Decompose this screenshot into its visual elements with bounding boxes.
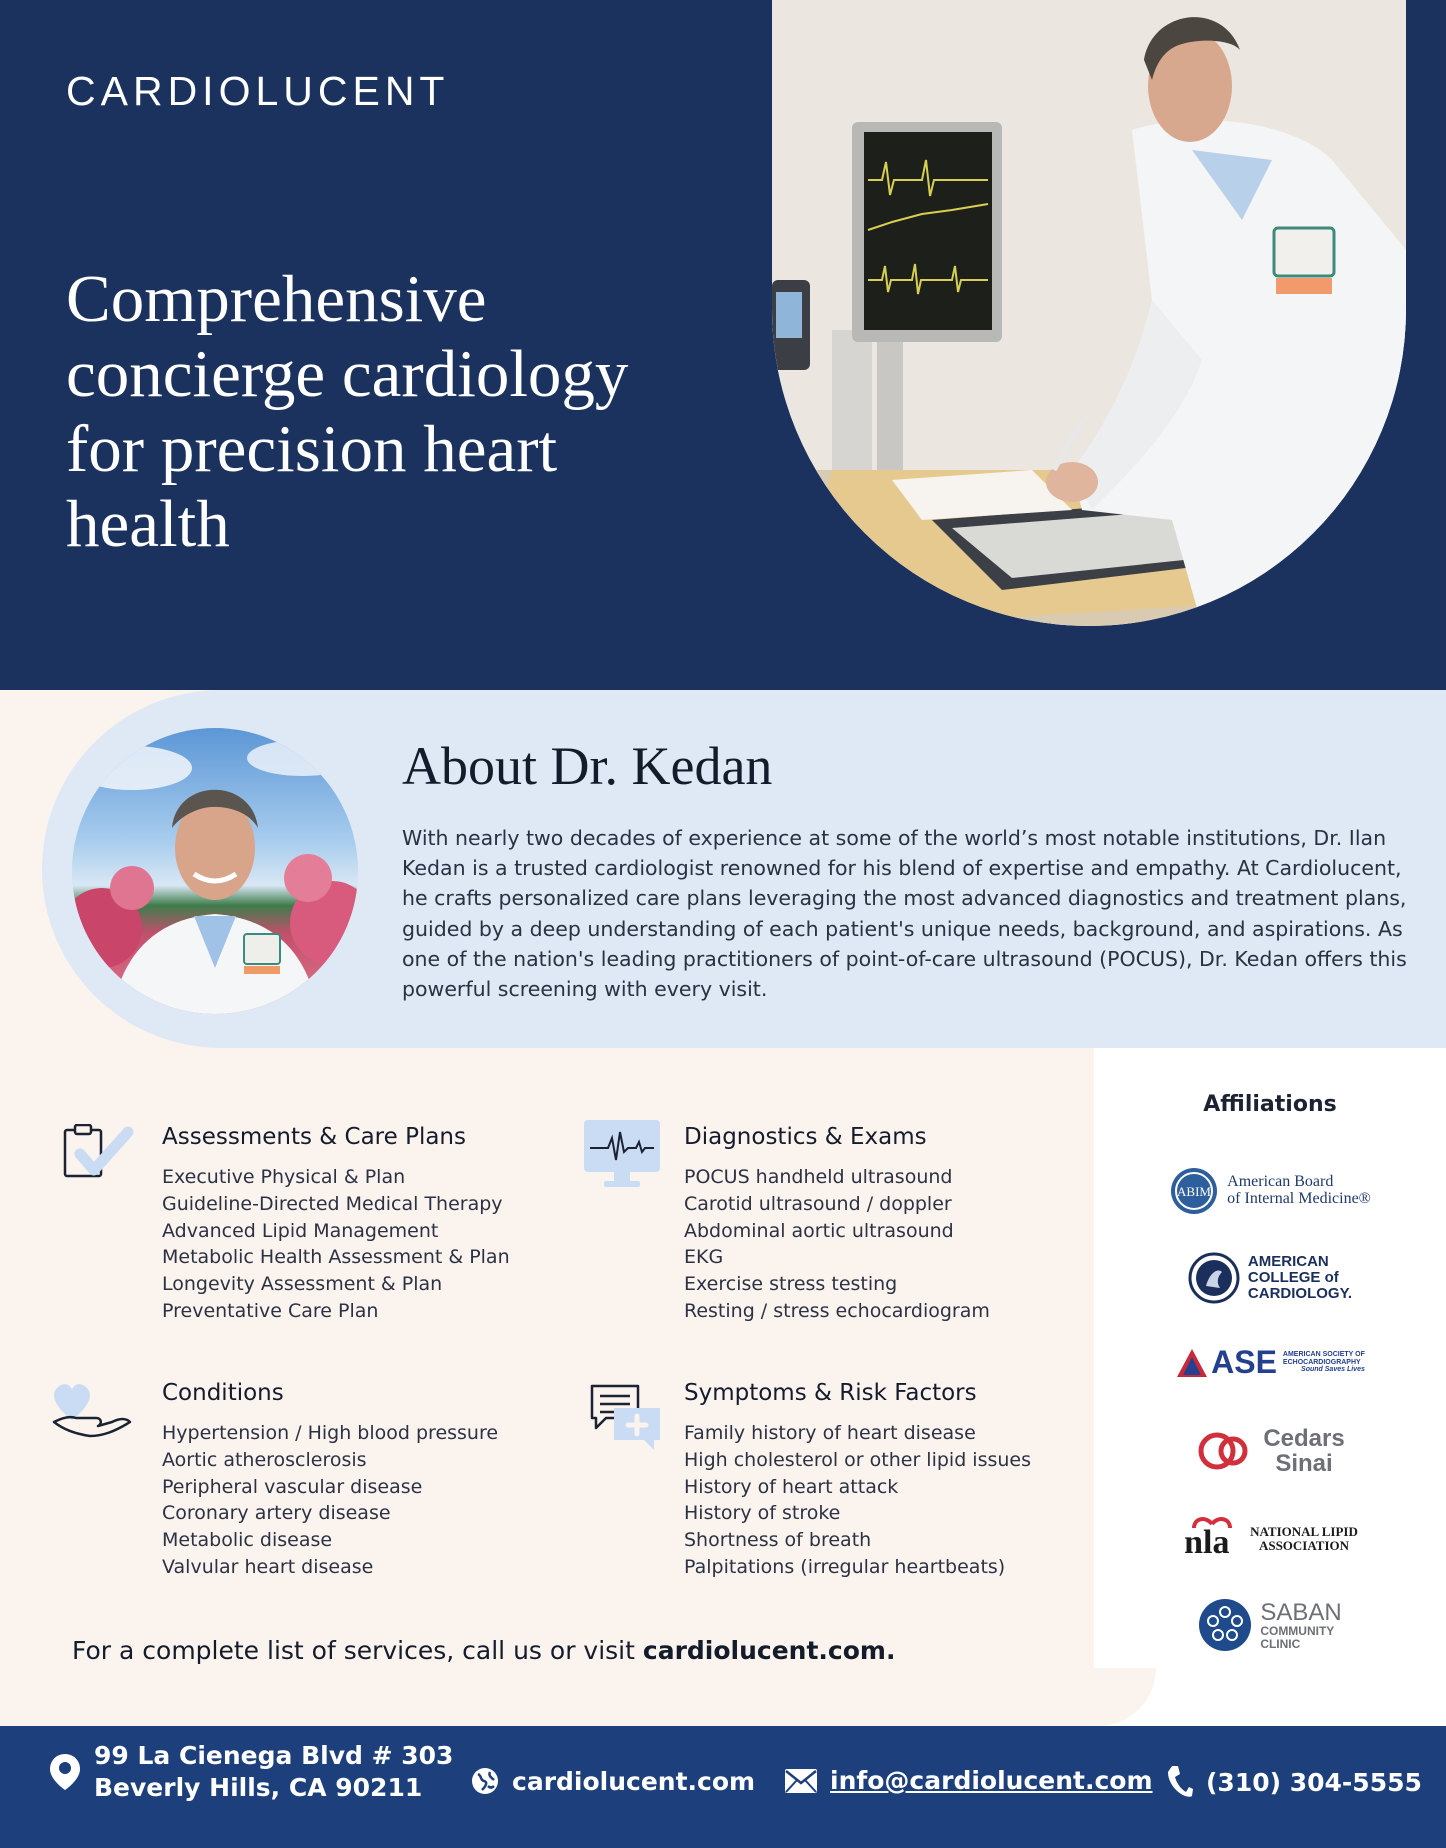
phone-icon bbox=[1164, 1764, 1194, 1800]
abim-line1: American Board bbox=[1227, 1173, 1334, 1191]
saban-line1: SABAN bbox=[1260, 1598, 1342, 1626]
list-item: Peripheral vascular disease bbox=[162, 1475, 423, 1498]
conditions-title: Conditions bbox=[162, 1380, 284, 1406]
nla-logo bbox=[1094, 1516, 1446, 1562]
list-item: High cholesterol or other lipid issues bbox=[684, 1448, 1032, 1471]
cedars-line2: Sinai bbox=[1275, 1450, 1333, 1478]
saban-line3: CLINIC bbox=[1260, 1636, 1301, 1651]
abim-seal-icon bbox=[1169, 1166, 1219, 1216]
affiliations-title: Affiliations bbox=[1203, 1092, 1337, 1117]
cedars-sinai-rings-icon bbox=[1195, 1426, 1255, 1476]
brand-logo[interactable]: CARDIOLUCENT bbox=[66, 68, 450, 114]
acc-line1: AMERICAN bbox=[1247, 1253, 1329, 1271]
address-line2: Beverly Hills, CA 90211 bbox=[94, 1773, 423, 1802]
list-item: Advanced Lipid Management bbox=[162, 1219, 439, 1242]
footer-email[interactable] bbox=[784, 1766, 1153, 1795]
symptoms-section bbox=[684, 1380, 1031, 1581]
acc-line3: CARDIOLOGY. bbox=[1247, 1284, 1353, 1302]
list-item: Aortic atherosclerosis bbox=[162, 1448, 367, 1471]
ase-mark: ASE bbox=[1211, 1344, 1277, 1380]
saban-logo bbox=[1094, 1598, 1446, 1652]
cedars-sinai-logo bbox=[1094, 1426, 1446, 1476]
email-text: info@cardiolucent.com bbox=[830, 1766, 1153, 1795]
footer bbox=[0, 1726, 1446, 1848]
svg-text:ABIM: ABIM bbox=[1177, 1184, 1212, 1199]
nla-line2: ASSOCIATION bbox=[1258, 1538, 1350, 1553]
cta-website-link[interactable]: cardiolucent.com. bbox=[642, 1636, 896, 1665]
footer-address[interactable] bbox=[48, 1740, 453, 1804]
list-item: Longevity Assessment & Plan bbox=[162, 1273, 443, 1296]
symptoms-title: Symptoms & Risk Factors bbox=[684, 1380, 977, 1406]
cta-prefix: For a complete list of services, call us or visit bbox=[72, 1636, 643, 1665]
list-item: Metabolic Health Assessment & Plan bbox=[162, 1246, 510, 1269]
phone-text: (310) 304-5555 bbox=[1206, 1767, 1422, 1797]
list-item: Carotid ultrasound / doppler bbox=[684, 1192, 952, 1215]
location-pin-icon bbox=[48, 1752, 82, 1792]
clipboard-check-icon bbox=[62, 1124, 142, 1188]
abim-logo bbox=[1094, 1166, 1446, 1216]
address-line1: 99 La Cienega Blvd # 303 bbox=[94, 1741, 454, 1770]
list-item: Executive Physical & Plan bbox=[162, 1166, 406, 1188]
about-body: With nearly two decades of experience at some of the world’s most notable institutions, Dr. Ilan Kedan is a trusted cardiologist renowned for his blend of expertise and empathy. At Cardiolucent, he crafts personalized care plans leveraging the most advanced diagnostics and treatment plans, guided by a deep understanding of each patient's unique needs, background, and aspirations. As one of the nation's leading practitioners of point-of-care ultrasound (POCUS), Dr. Kedan offers this powerful screening with every visit. bbox=[402, 826, 1407, 1002]
list-item: Preventative Care Plan bbox=[162, 1299, 379, 1322]
doctor-portrait-photo bbox=[72, 728, 358, 1014]
list-item: Guideline-Directed Medical Therapy bbox=[162, 1192, 503, 1215]
hero-section bbox=[0, 0, 1446, 690]
ase-logo bbox=[1094, 1344, 1446, 1381]
list-item: Palpitations (irregular heartbeats) bbox=[684, 1555, 1006, 1578]
acc-logo bbox=[1094, 1252, 1446, 1304]
list-item: Family history of heart disease bbox=[684, 1422, 976, 1444]
list-item: History of stroke bbox=[684, 1502, 841, 1525]
footer-phone[interactable] bbox=[1164, 1764, 1422, 1800]
ase-line2: ECHOCARDIOGRAPHY bbox=[1282, 1358, 1361, 1366]
list-item: POCUS handheld ultrasound bbox=[684, 1166, 953, 1188]
ekg-monitor-icon bbox=[582, 1118, 662, 1194]
list-item: Resting / stress echocardiogram bbox=[684, 1299, 990, 1322]
ase-tagline: Sound Saves Lives bbox=[1301, 1366, 1365, 1374]
list-item: Abdominal aortic ultrasound bbox=[684, 1219, 954, 1242]
assessments-section bbox=[162, 1124, 510, 1325]
acc-seal-icon bbox=[1188, 1252, 1240, 1304]
heart-in-hand-icon bbox=[50, 1380, 134, 1448]
abim-line2: of Internal Medicine® bbox=[1227, 1190, 1371, 1207]
conditions-section bbox=[162, 1380, 498, 1581]
diagnostics-section bbox=[684, 1124, 990, 1325]
chat-bubbles-icon bbox=[588, 1382, 664, 1456]
list-item: Coronary artery disease bbox=[162, 1502, 391, 1525]
nla-line1: NATIONAL LIPID bbox=[1250, 1524, 1358, 1540]
cedars-line1: Cedars bbox=[1263, 1425, 1345, 1452]
footer-website[interactable] bbox=[470, 1766, 755, 1796]
list-item: Valvular heart disease bbox=[162, 1555, 374, 1578]
saban-line2: COMMUNITY bbox=[1260, 1624, 1335, 1638]
list-item: Shortness of breath bbox=[684, 1529, 872, 1552]
cta-text bbox=[72, 1636, 895, 1665]
acc-line2: COLLEGE of bbox=[1247, 1269, 1339, 1287]
globe-icon bbox=[470, 1766, 500, 1796]
list-item: Metabolic disease bbox=[162, 1529, 333, 1552]
ase-line1: AMERICAN SOCIETY OF bbox=[1282, 1351, 1365, 1359]
list-item: History of heart attack bbox=[684, 1475, 899, 1498]
assessments-title: Assessments & Care Plans bbox=[162, 1124, 466, 1150]
about-title: About Dr. Kedan bbox=[402, 736, 773, 796]
envelope-icon bbox=[784, 1768, 818, 1794]
hero-title: Comprehensive concierge cardiology for precision heart health bbox=[66, 262, 629, 561]
ase-triangle-icon bbox=[1175, 1347, 1209, 1379]
doctor-at-workstation-photo bbox=[772, 0, 1406, 626]
website-text: cardiolucent.com bbox=[512, 1766, 756, 1796]
diagnostics-title: Diagnostics & Exams bbox=[684, 1124, 927, 1150]
list-item: Exercise stress testing bbox=[684, 1273, 898, 1296]
saban-seal-icon bbox=[1198, 1598, 1252, 1652]
affiliations-panel bbox=[1094, 1048, 1446, 1726]
nla-mark: nla bbox=[1184, 1524, 1230, 1561]
list-item: Hypertension / High blood pressure bbox=[162, 1422, 499, 1444]
list-item: EKG bbox=[684, 1246, 724, 1269]
